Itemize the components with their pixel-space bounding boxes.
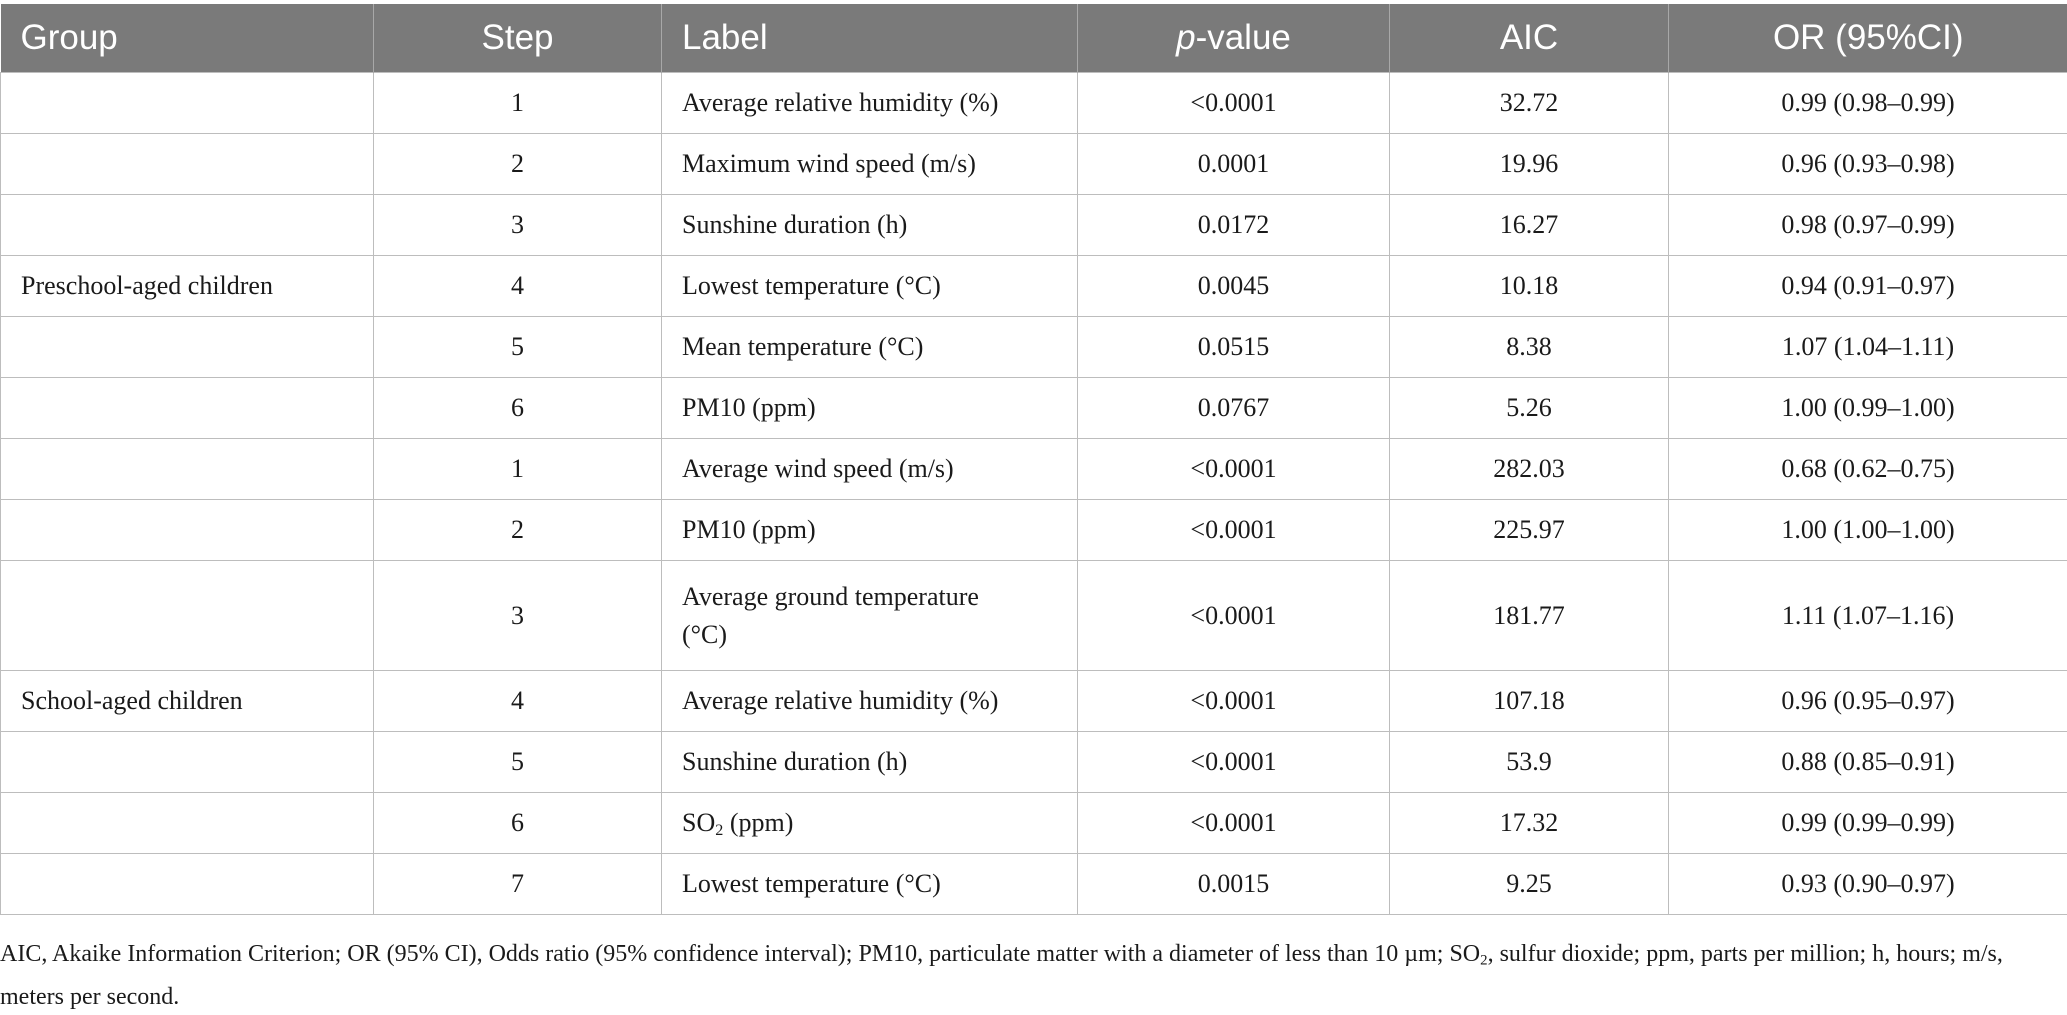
label-cell	[662, 561, 1078, 671]
header-p-value	[1078, 4, 1390, 73]
table-row	[1, 256, 2067, 317]
p-value-cell: <0.0001	[1078, 671, 1390, 732]
or-cell: 0.96 (0.93–0.98)	[1669, 134, 2067, 195]
table-footnote	[0, 936, 2030, 1015]
table-row	[1, 195, 2067, 256]
header-group: Group	[1, 4, 374, 73]
or-cell: 0.98 (0.97–0.99)	[1669, 195, 2067, 256]
label-line-1: Average ground temperature	[682, 582, 979, 611]
or-cell: 0.99 (0.98–0.99)	[1669, 73, 2067, 134]
or-cell: 0.99 (0.99–0.99)	[1669, 793, 2067, 854]
header-p-italic: p	[1176, 18, 1195, 57]
table-row	[1, 854, 2067, 915]
p-value-cell: <0.0001	[1078, 500, 1390, 561]
table-row	[1, 671, 2067, 732]
step-cell: 5	[374, 732, 662, 793]
aic-cell: 107.18	[1390, 671, 1669, 732]
or-cell: 1.11 (1.07–1.16)	[1669, 561, 2067, 671]
step-cell: 2	[374, 134, 662, 195]
label-so-subscript: 2	[715, 822, 723, 839]
step-cell: 1	[374, 439, 662, 500]
aic-cell: 10.18	[1390, 256, 1669, 317]
p-value-cell: 0.0767	[1078, 378, 1390, 439]
label-cell: Maximum wind speed (m/s)	[662, 134, 1078, 195]
header-aic: AIC	[1390, 4, 1669, 73]
aic-cell: 5.26	[1390, 378, 1669, 439]
table-row	[1, 134, 2067, 195]
or-cell: 0.88 (0.85–0.91)	[1669, 732, 2067, 793]
group-cell	[1, 561, 374, 671]
table-row	[1, 561, 2067, 671]
aic-cell: 282.03	[1390, 439, 1669, 500]
table-row	[1, 378, 2067, 439]
or-cell: 1.00 (0.99–1.00)	[1669, 378, 2067, 439]
label-cell: Average relative humidity (%)	[662, 671, 1078, 732]
table-row	[1, 500, 2067, 561]
step-cell: 6	[374, 378, 662, 439]
header-label: Label	[662, 4, 1078, 73]
footnote-subscript: 2	[1480, 953, 1487, 969]
or-cell: 0.94 (0.91–0.97)	[1669, 256, 2067, 317]
group-cell	[1, 378, 374, 439]
label-so-main: SO	[682, 808, 715, 837]
label-cell: PM10 (ppm)	[662, 378, 1078, 439]
p-value-cell: 0.0515	[1078, 317, 1390, 378]
label-cell: Sunshine duration (h)	[662, 732, 1078, 793]
group-cell-school: School-aged children	[1, 671, 374, 732]
p-value-cell: <0.0001	[1078, 793, 1390, 854]
or-cell: 0.93 (0.90–0.97)	[1669, 854, 2067, 915]
aic-cell: 225.97	[1390, 500, 1669, 561]
or-cell: 0.96 (0.95–0.97)	[1669, 671, 2067, 732]
aic-cell: 9.25	[1390, 854, 1669, 915]
group-cell	[1, 439, 374, 500]
label-cell: Sunshine duration (h)	[662, 195, 1078, 256]
group-cell	[1, 732, 374, 793]
or-cell: 0.68 (0.62–0.75)	[1669, 439, 2067, 500]
p-value-cell: 0.0015	[1078, 854, 1390, 915]
p-value-cell: 0.0045	[1078, 256, 1390, 317]
footnote-part-1: AIC, Akaike Information Criterion; OR (95% CI), Odds ratio (95% confidence interval); PM10, particulate matter with a diameter of less than 10 µm; SO	[0, 941, 1480, 967]
label-cell: Mean temperature (°C)	[662, 317, 1078, 378]
table-row	[1, 439, 2067, 500]
label-cell: Lowest temperature (°C)	[662, 256, 1078, 317]
table-row	[1, 317, 2067, 378]
p-value-cell: 0.0172	[1078, 195, 1390, 256]
group-cell	[1, 134, 374, 195]
or-cell: 1.07 (1.04–1.11)	[1669, 317, 2067, 378]
label-cell: Lowest temperature (°C)	[662, 854, 1078, 915]
step-cell: 1	[374, 73, 662, 134]
aic-cell: 17.32	[1390, 793, 1669, 854]
step-cell: 7	[374, 854, 662, 915]
aic-cell: 19.96	[1390, 134, 1669, 195]
label-cell: Average relative humidity (%)	[662, 73, 1078, 134]
group-cell	[1, 793, 374, 854]
group-cell	[1, 500, 374, 561]
results-table	[0, 4, 2067, 915]
label-cell: Average wind speed (m/s)	[662, 439, 1078, 500]
footnote-part-2: , sulfur dioxide; ppm, parts per million; h, hours; m/s, meters per second.	[0, 941, 2003, 1010]
header-or: OR (95%CI)	[1669, 4, 2067, 73]
group-cell	[1, 195, 374, 256]
step-cell: 6	[374, 793, 662, 854]
label-so-rest: (ppm)	[723, 808, 793, 837]
table-row	[1, 732, 2067, 793]
step-cell: 2	[374, 500, 662, 561]
p-value-cell: <0.0001	[1078, 732, 1390, 793]
header-p-rest: -value	[1196, 18, 1291, 57]
group-cell	[1, 73, 374, 134]
aic-cell: 53.9	[1390, 732, 1669, 793]
header-step: Step	[374, 4, 662, 73]
aic-cell: 181.77	[1390, 561, 1669, 671]
group-cell	[1, 854, 374, 915]
group-cell-preschool: Preschool-aged children	[1, 256, 374, 317]
p-value-cell: <0.0001	[1078, 561, 1390, 671]
table-row	[1, 793, 2067, 854]
aic-cell: 32.72	[1390, 73, 1669, 134]
p-value-cell: 0.0001	[1078, 134, 1390, 195]
step-cell: 5	[374, 317, 662, 378]
aic-cell: 16.27	[1390, 195, 1669, 256]
label-cell: PM10 (ppm)	[662, 500, 1078, 561]
aic-cell: 8.38	[1390, 317, 1669, 378]
label-cell	[662, 793, 1078, 854]
label-line-2: (°C)	[682, 620, 727, 649]
step-cell: 3	[374, 561, 662, 671]
p-value-cell: <0.0001	[1078, 439, 1390, 500]
header-row	[1, 4, 2067, 73]
step-cell: 3	[374, 195, 662, 256]
p-value-cell: <0.0001	[1078, 73, 1390, 134]
step-cell: 4	[374, 671, 662, 732]
group-cell	[1, 317, 374, 378]
step-cell: 4	[374, 256, 662, 317]
table-row	[1, 73, 2067, 134]
or-cell: 1.00 (1.00–1.00)	[1669, 500, 2067, 561]
